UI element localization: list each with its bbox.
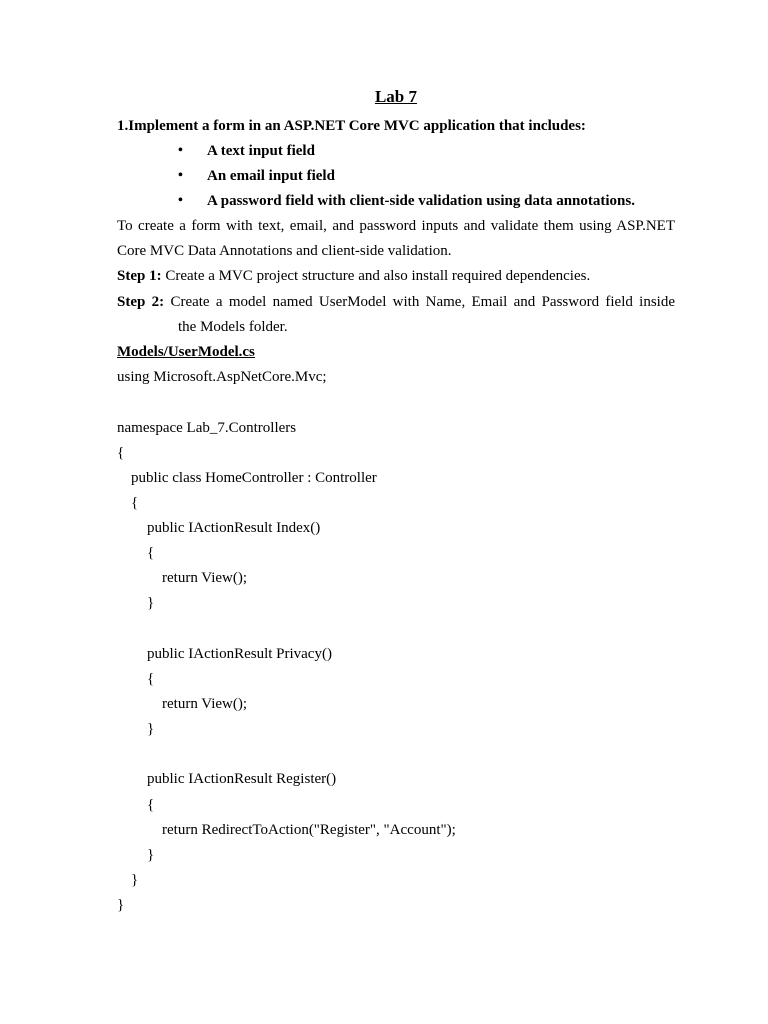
code-line: {	[147, 545, 155, 561]
code-line: public IActionResult Privacy()	[147, 646, 332, 662]
question-heading: 1.Implement a form in an ASP.NET Core MVC application that includes:	[117, 118, 586, 134]
code-line: return RedirectToAction("Register", "Account");	[162, 822, 456, 838]
code-line: namespace Lab_7.Controllers	[117, 420, 297, 436]
bullet-marker: •	[178, 193, 183, 208]
code-line: }	[117, 897, 125, 913]
step-1-label: Step 1:	[117, 268, 162, 284]
code-line: {	[147, 671, 155, 687]
intro-line-2: Core MVC Data Annotations and client-side validation.	[117, 243, 452, 259]
step-2-label: Step 2:	[117, 294, 165, 310]
code-line: }	[147, 847, 155, 863]
code-line: using Microsoft.AspNetCore.Mvc;	[117, 369, 327, 385]
bullet-item: A text input field	[207, 143, 315, 159]
bullet-item: A password field with client-side validation using data annotations.	[207, 193, 635, 209]
code-line: return View();	[162, 570, 248, 586]
code-line: }	[131, 872, 139, 888]
code-line: }	[147, 721, 155, 737]
code-line: return View();	[162, 696, 248, 712]
step-1-text: Create a MVC project structure and also install required dependencies.	[161, 268, 591, 284]
bullet-marker: •	[178, 168, 183, 183]
step-2-text: Create a model named UserModel with Name, Email and Password field inside	[164, 294, 675, 310]
file-heading: Models/UserModel.cs	[117, 344, 255, 360]
code-line: public IActionResult Register()	[147, 771, 337, 787]
intro-line-1: To create a form with text, email, and password inputs and validate them using ASP.NET	[117, 218, 675, 234]
code-line: {	[147, 797, 155, 813]
step-2-line-1	[117, 292, 675, 312]
bullet-marker: •	[178, 143, 183, 158]
page-title: Lab 7	[374, 87, 418, 106]
bullet-item: An email input field	[207, 168, 335, 184]
step-2-line-2: the Models folder.	[178, 319, 288, 335]
code-line: }	[147, 595, 155, 611]
code-line: public class HomeController : Controller	[131, 470, 377, 486]
step-1	[117, 266, 590, 286]
code-line: public IActionResult Index()	[147, 520, 321, 536]
code-line: {	[131, 495, 139, 511]
code-line: {	[117, 445, 125, 461]
